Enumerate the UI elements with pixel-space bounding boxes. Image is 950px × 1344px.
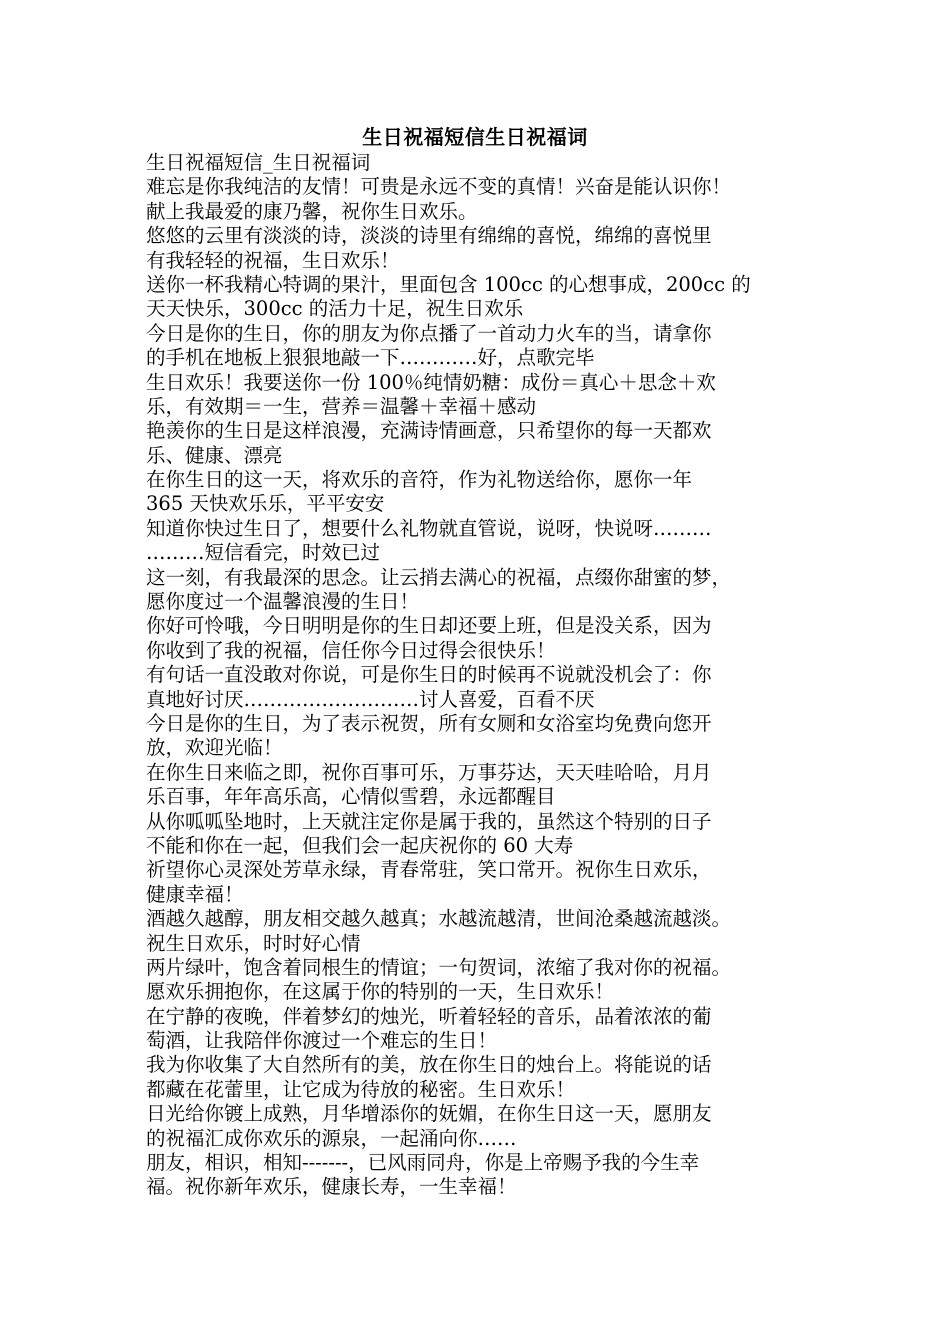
text-line: 放，欢迎光临！ (146, 736, 283, 760)
text-line: 今日是你的生日，为了表示祝贺，所有女厕和女浴室均免费向您开 (146, 711, 712, 735)
text-line: 福。祝你新年欢乐，健康长寿，一生幸福！ (146, 1175, 517, 1199)
text-line: 艳羡你的生日是这样浪漫，充满诗情画意，只希望你的每一天都欢 (146, 419, 712, 443)
text-line: 有句话一直没敢对你说，可是你生日的时候再不说就没机会了：你 (146, 663, 712, 687)
text-line: 的祝福汇成你欢乐的源泉，一起涌向你…… (146, 1126, 517, 1150)
text-line: 乐百事，年年高乐高，心情似雪碧，永远都醒目 (146, 785, 556, 809)
text-line: 日光给你镀上成熟，月华增添你的妩媚，在你生日这一天，愿朋友 (146, 1102, 712, 1126)
document-body (146, 151, 808, 1200)
text-line: 天天快乐，300cc 的活力十足，祝生日欢乐 (146, 297, 524, 321)
text-line: 生日欢乐！我要送你一份 100％纯情奶糖：成份＝真心＋思念＋欢 (146, 370, 716, 394)
text-line: 都藏在花蕾里，让它成为待放的秘密。生日欢乐！ (146, 1077, 576, 1101)
text-line: 祈望你心灵深处芳草永绿，青春常驻，笑口常开。祝你生日欢乐， (146, 858, 712, 882)
text-line: 酒越久越醇，朋友相交越久越真；水越流越清，世间沧桑越流越淡。 (146, 907, 732, 931)
text-line: 祝生日欢乐，时时好心情 (146, 931, 361, 955)
document-title: 生日祝福短信生日祝福词 (362, 125, 588, 149)
text-line: 你好可怜哦，今日明明是你的生日却还要上班，但是没关系，因为 (146, 614, 712, 638)
text-line: 从你呱呱坠地时，上天就注定你是属于我的，虽然这个特别的日子 (146, 809, 712, 833)
text-line: 萄酒，让我陪伴你渡过一个难忘的生日！ (146, 1029, 498, 1053)
text-line: 我为你收集了大自然所有的美，放在你生日的烛台上。将能说的话 (146, 1053, 712, 1077)
text-line: 你收到了我的祝福，信任你今日过得会很快乐！ (146, 638, 556, 662)
text-line: 朋友，相识，相知-------，已风雨同舟，你是上帝赐予我的今生幸 (146, 1151, 700, 1175)
text-line: 健康幸福！ (146, 882, 244, 906)
text-line: 在你生日的这一天，将欢乐的音符，作为礼物送给你，愿你一年 (146, 468, 693, 492)
text-line: 在你生日来临之即，祝你百事可乐，万事芬达，天天哇哈哈，月月 (146, 760, 712, 784)
text-line: 两片绿叶，饱含着同根生的情谊；一句贺词，浓缩了我对你的祝福。 (146, 955, 732, 979)
text-line: 愿欢乐拥抱你，在这属于你的特别的一天，生日欢乐！ (146, 980, 615, 1004)
text-line: 知道你快过生日了，想要什么礼物就直管说，说呀，快说呀……… (146, 516, 712, 540)
text-line: 难忘是你我纯洁的友情！可贵是永远不变的真情！兴奋是能认识你！ (146, 175, 732, 199)
text-line: 乐、健康、漂亮 (146, 443, 283, 467)
text-line: 献上我最爱的康乃馨，祝你生日欢乐。 (146, 199, 478, 223)
text-line: 不能和你在一起，但我们会一起庆祝你的 60 大寿 (146, 833, 574, 857)
text-line: 的手机在地板上狠狠地敲一下…………好，点歌完毕 (146, 346, 595, 370)
text-line: 愿你度过一个温馨浪漫的生日！ (146, 590, 420, 614)
text-line: 乐，有效期＝一生，营养＝温馨＋幸福＋感动 (146, 394, 537, 418)
text-line: 这一刻，有我最深的思念。让云捎去满心的祝福，点缀你甜蜜的梦， (146, 565, 732, 589)
text-line: 送你一杯我精心特调的果汁，里面包含 100cc 的心想事成，200cc 的 (146, 272, 751, 296)
text-line: 365 天快欢乐乐，平平安安 (146, 492, 385, 516)
text-line: 悠悠的云里有淡淡的诗，淡淡的诗里有绵绵的喜悦，绵绵的喜悦里 (146, 224, 712, 248)
text-line: 真地好讨厌………………………讨人喜爱，百看不厌 (146, 687, 595, 711)
text-line: 有我轻轻的祝福，生日欢乐！ (146, 248, 400, 272)
document-subtitle: 生日祝福短信_生日祝福词 (146, 151, 371, 174)
text-line: 在宁静的夜晚，伴着梦幻的烛光，听着轻轻的音乐，品着浓浓的葡 (146, 1004, 712, 1028)
text-line: ………短信看完，时效已过 (146, 541, 381, 565)
text-line: 今日是你的生日，你的朋友为你点播了一首动力火车的当，请拿你 (146, 321, 712, 345)
